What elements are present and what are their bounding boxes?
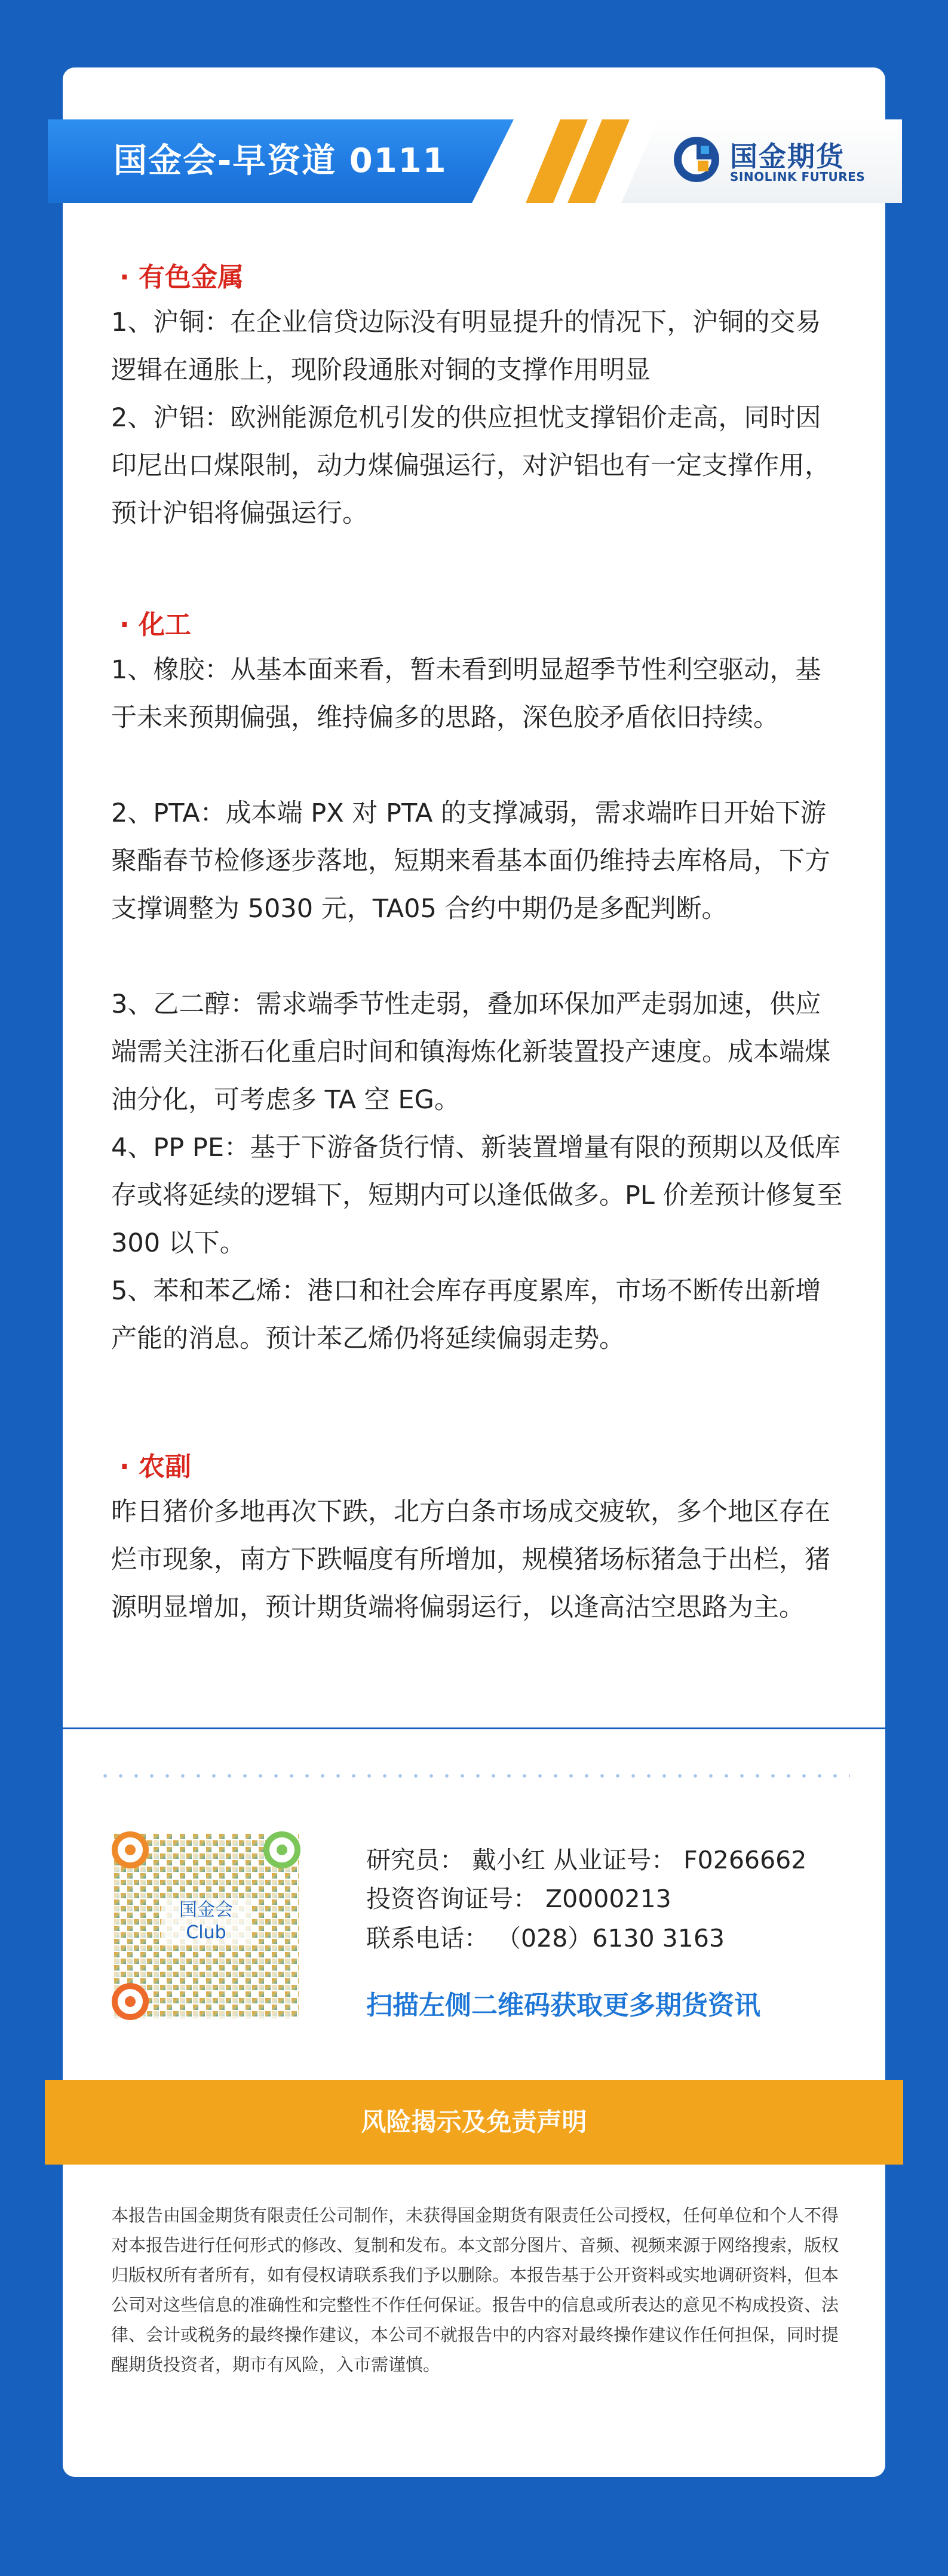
section-title-agri: · 农副 [119,1452,192,1482]
consult-cert-info: 投资咨询证号： Z0000213 [366,1885,671,1913]
phone-info: 联系电话： （028）6130 3163 [366,1924,725,1953]
paragraph: 4、PP PE：基于下游备货行情、新装置增量有限的预期以及低库存或将延续的逻辑下，短期内可以逢低做多。PL 价差预计修复至 300 以下。 [111,1133,843,1258]
paragraph: 2、PTA：成本端 PX 对 PTA 的支撑减弱，需求端昨日开始下游聚酯春节检修逐步落地，短期来看基本面仍维持去库格局，下方支撑调整为 5030 元，TA05 合约中期仍是多配判断。 [111,798,830,924]
dotted-divider [97,1774,850,1778]
paragraph: 1、橡胶：从基本面来看，暂未看到明显超季节性利空驱动，基于未来预期偏强，维持偏多的思路，深色胶矛盾依旧持续。 [111,655,821,733]
sinolink-logo-icon [672,135,721,184]
paragraph: 1、沪铜：在企业信贷边际没有明显提升的情况下，沪铜的交易逻辑在通胀上，现阶段通胀对铜的支撑作用明显 [111,308,821,385]
paragraph: 2、沪铝：欧洲能源危机引发的供应担忧支撑铝价走高，同时因印尼出口煤限制，动力煤偏强运行，对沪铝也有一定支撑作用，预计沪铝将偏强运行。 [111,403,830,528]
disclaimer-text: 本报告由国金期货有限责任公司制作，未获得国金期货有限责任公司授权，任何单位和个人不得对本报告进行任何形式的修改、复制和发布。本文部分图片、音频、视频来源于网络搜索，版权归版权所有者所有，如有侵权请联系我们予以删除。本报告基于公开资料或实地调研资料，但本公司对这些信息的准确性和完整性不作任何保证。报告中的信息或所表达的意见不构成投资、法律、会计或税务的最终操作建议，本公司不就报告中的内容对最终操作建议作任何担保，同时提醒期货投资者，期市有风险，入市需谨慎。 [111,2205,839,2375]
divider-line [0,1727,948,1729]
researcher-info: 研究员： 戴小红 从业证号： F0266662 [366,1846,807,1874]
logo-en-text: SINOLINK FUTURES [730,170,866,184]
logo-cn-text: 国金期货 [730,140,845,173]
scan-qr-text: 扫描左侧二维码获取更多期货资讯 [366,1990,760,2021]
paragraph: 3、乙二醇：需求端季节性走弱，叠加环保加严走弱加速，供应端需关注浙石化重启时间和镇海炼化新装置投产速度。成本端煤油分化，可考虑多 TA 空 EG。 [111,989,830,1115]
paragraph: 5、苯和苯乙烯：港口和社会库存再度累库，市场不断传出新增产能的消息。预计苯乙烯仍将延续偏弱走势。 [111,1276,821,1354]
paragraph: 昨日猪价多地再次下跌，北方白条市场成交疲软，多个地区存在烂市现象，南方下跌幅度有所增加，规模猪场标猪急于出栏，猪源明显增加，预计期货端将偏弱运行，以逢高沽空思路为主。 [111,1497,830,1622]
disclaimer-title: 风险揭示及免责声明 [361,2107,587,2137]
qr-center-label: 国金会 Club [161,1899,251,1944]
section-title-chemical: · 化工 [119,610,192,640]
section-title-metals: · 有色金属 [119,262,244,293]
page-title: 国金会-早资道 0111 [113,142,447,180]
